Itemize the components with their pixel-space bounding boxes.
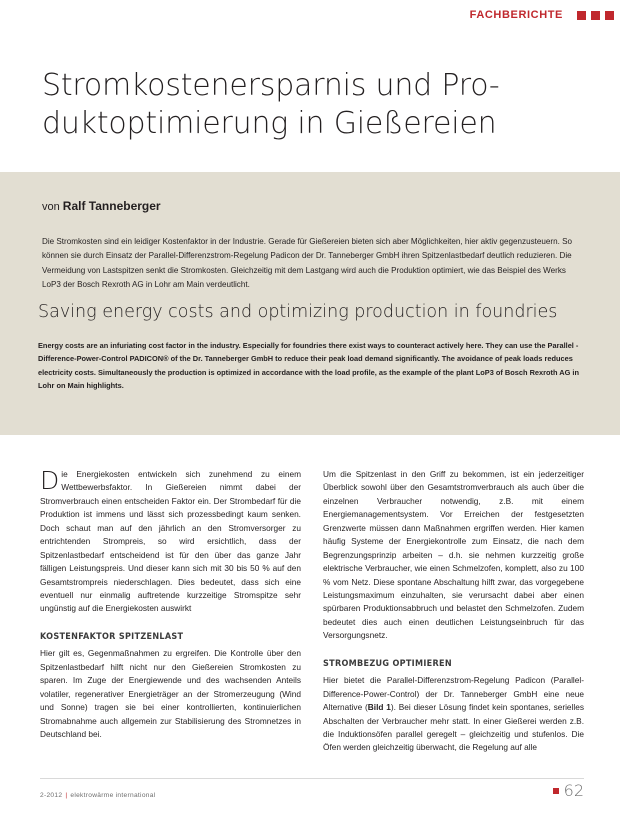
folio-square-icon [553,788,559,794]
abstract-english: Energy costs are an infuriating cost factor in the industry. Especially for foundries there exist ways to counteract actively here. They can use the Parallel -Difference-Power-Control PADICON® of the Dr. Tanneberger GmbH to reduce their peak load demand significantly. The avoidance of peak loads reduces electricity costs. Simultaneously the production is optimized in accordance with the load profile, as the example of the plant LoP3 of Bosch Rexroth AG in Lohr on Main highlights. [38,341,579,391]
right-section-text-a: Hier bietet die Parallel-Differenzstrom-Regelung Padicon (Parallel-Difference-Power-Control) der Dr. Tanneberger GmbH eine neue Alternative ( [323,675,584,713]
footer-journal-name: elektrowärme international [70,792,156,799]
page-header [0,0,620,34]
body-column-right [323,468,584,768]
rubric-square-icon [577,11,586,20]
footer-separator: | [65,792,68,799]
left-intro-text: ie Energiekosten entwickeln sich zunehmend zu einem Wettbewerbsfaktor. In Gießereien nimmt dabei der Stromverbrauch einen entscheiden Faktor ein. Der Strombedarf für die Produktion ist immens und lässt sich prozessbedingt kaum senken. Doch schaut man auf den jährlich an den Stromversorger zu entrichtenden Strompreis, so wird ersichtlich, dass der Spitzenlastbedarf entscheidend ist für den über das ganze Jahr fälligen Leistungspreis. Und dieser kann sich mit 30 bis 50 % auf den Gesamtstrompreis niederschlagen. Dies bedeutet, dass sich eine eventuell nur einmalig auftretende kurzzeitige Stromspitze sehr ungünstig auf die Energiekosten auswirkt [40,469,301,614]
abstract-english-title: Saving energy costs and optimizing production in foundries [38,302,558,322]
section-heading-strombezug: STROMBEZUG OPTIMIEREN [323,658,452,669]
title-line-1: Stromkostenersparnis und Pro- [42,68,500,103]
byline-author: Ralf Tanneberger [62,199,161,213]
section-heading-kostenfaktor: KOSTENFAKTOR SPITZENLAST [40,631,184,642]
page-title [42,67,576,144]
rubric-square-icon [605,11,614,20]
page-footer [0,772,620,814]
abstract-panel [0,172,620,435]
byline [42,200,161,213]
footer-issue-info [40,792,156,799]
figure-reference: Bild 1 [367,702,391,713]
right-section-text-b: ). Bei dieser Lösung findet kein spontanes, serielles Abschalten der Verbraucher mehr statt. In einer Gießerei werden z.B. die Induktionsöfen parallel geregelt – gleichzeitig und stufenlos. Die Öfen werden gleichzeitig überwacht, die Regelung auf alle [323,702,584,753]
abstract-german: Die Stromkosten sind ein leidiger Kostenfaktor in der Industrie. Gerade für Gießereien bieten sich aber Möglichkeiten, hier aktiv gegenzusteuern. So können sie durch Einsatz der Parallel-Differenzstrom-Regelung Padicon der Dr. Tanneberger GmbH ihren Spitzenlastbedarf deutlich reduzieren. Die Vermeidung von Lastspitzen senkt die Stromkosten. Gleichzeitig mit dem Lastgang wird auch die Produktion optimiert, wie das Beispiel des Werks LoP3 der Bosch Rexroth AG in Lohr am Main verdeutlicht. [42,237,572,290]
footer-divider [40,778,584,779]
left-intro-paragraph [40,468,301,616]
body-columns [40,468,584,768]
footer-issue: 2-2012 [40,792,63,799]
body-column-left [40,468,301,768]
dropcap-letter: D [40,466,60,495]
right-section-paragraph [323,674,584,755]
rubric-square-icon [591,11,600,20]
left-section-paragraph: Hier gilt es, Gegenmaßnahmen zu ergreifen. Die Kontrolle über den Spitzenlastbedarf hilft nicht nur den Gießereien Stromkosten zu sparen. Im Zuge der Energiewende und des wachsenden Anteils volatiler, regenerativer Energieträger an der Stromerzeugung (Wind und Sonne) tragen sie bei einer kontrollierten, kontinuierlichen Stromabnahme auch allgemein zur Stabilisierung des Stromnetzes in Deutschland bei. [40,648,301,740]
footer-folio [553,783,584,799]
right-intro-paragraph: Um die Spitzenlast in den Griff zu bekommen, ist ein jederzeitiger Überblick sowohl über den Gesamtstromverbrauch als auch über die einzelnen Verbraucher notwendig, z.B. mit einem Energiemanagementsystem. Vor Erreichen der festgesetzten Grenzwerte müssen dann Maßnahmen ergriffen werden. Hier kamen häufig Systeme der Energiekontrolle zum Einsatz, die nach dem Begrenzungsprinzip arbeiten – d.h. sie nehmen kurzzeitig große elektrische Verbraucher, wie einen Schmelzofen, komplett, also zu 100 % vom Netz. Diese spontane Abschaltung hilft zwar, das vorgegebene Leistungsmaximum einzuhalten, sie verursacht dabei aber einen spürbaren Produktionsabbruch und belastet den Schmelzofen. Zudem bedeutet dies auch einen deutlichen Leistungseinbruch für das Versorgungsnetz. [323,469,584,641]
rubric-squares [577,11,614,20]
rubric-label: FACHBERICHTE [469,9,563,21]
title-line-2: duktoptimierung in Gießereien [42,106,497,142]
byline-prefix: von [42,201,63,213]
page-number: 62 [563,781,584,800]
